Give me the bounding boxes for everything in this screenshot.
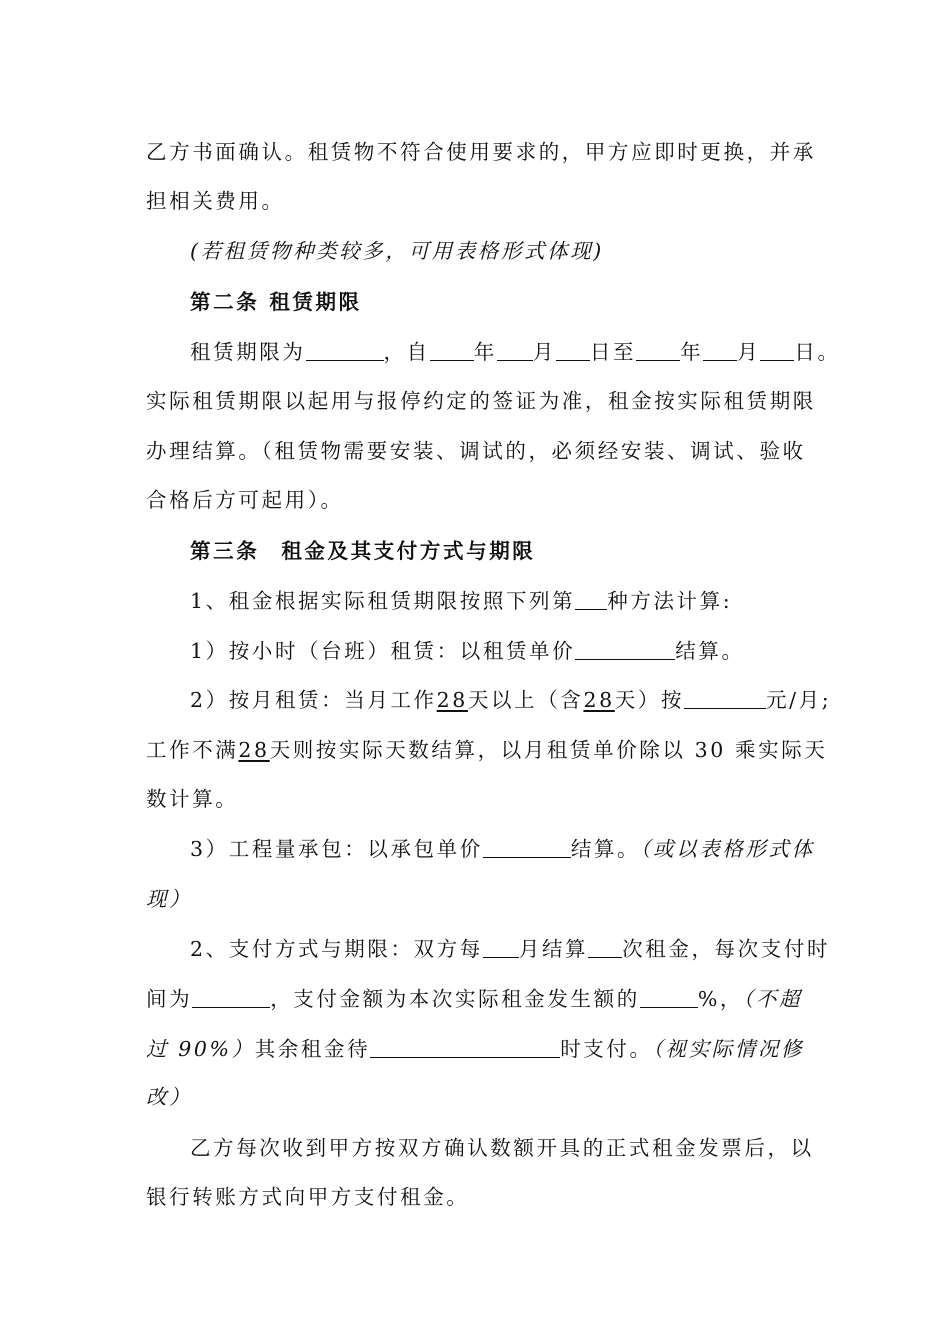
text-from: ，自	[383, 340, 430, 364]
text-line-20: 改）	[146, 1085, 193, 1109]
rent-method-label: 1、租金根据实际租赁期限按照下列第	[190, 589, 576, 613]
text-above-incl: 天以上（含	[467, 688, 584, 712]
start-year-blank[interactable]	[430, 342, 474, 361]
rent-method-line	[190, 587, 732, 615]
text-line-14: 数计算。	[146, 787, 239, 811]
text-line-6: 实际租赁期限以起用与报停约定的签证为准，租金按实际租赁期限	[146, 389, 816, 413]
days-threshold-2: 28	[583, 688, 615, 712]
times-blank[interactable]	[588, 939, 622, 958]
text-line-22: 银行转账方式向甲方支付租金。	[146, 1185, 470, 1209]
text-less-than: 工作不满	[146, 738, 239, 762]
monthly-price-blank[interactable]	[684, 690, 766, 709]
monthly-rent-line	[190, 686, 831, 714]
text-remaining-rent: 其余租金待	[254, 1037, 371, 1061]
note-table-form-2: （或以表格形式体	[640, 837, 815, 861]
start-month-blank[interactable]	[497, 342, 533, 361]
end-month-blank[interactable]	[703, 342, 737, 361]
text-year: 年	[680, 340, 704, 364]
note-90-percent: 过 90%）	[146, 1037, 255, 1061]
payment-method-line	[190, 935, 830, 963]
text-day: 日。	[794, 340, 841, 364]
lease-term-blank[interactable]	[306, 342, 384, 361]
note-modify: （视实际情况修	[652, 1037, 805, 1061]
days-threshold-3: 28	[238, 738, 270, 762]
text-line-8: 合格后方可起用）。	[146, 488, 344, 512]
end-year-blank[interactable]	[636, 342, 680, 361]
text-line-1: 乙方书面确认。租赁物不符合使用要求的，甲方应即时更换，并承	[146, 140, 816, 164]
rent-method-suffix: 种方法计算:	[607, 589, 733, 613]
text-line-21: 乙方每次收到甲方按双方确认数额开具的正式租金发票后，以	[190, 1136, 814, 1160]
text-interval: 间为	[146, 987, 193, 1011]
text-percent: %，	[697, 987, 743, 1011]
text-daily-calc: 天则按实际天数结算，以月租赁单价除以 30 乘实际天	[269, 738, 828, 762]
article-3-title: 租金及其支付方式与期限	[281, 539, 536, 563]
text-days-by: 天）按	[614, 688, 685, 712]
monthly-rent-line-2	[146, 736, 827, 764]
article-3-heading	[190, 537, 535, 565]
text-yuan-per-month: 元/月;	[766, 688, 832, 712]
end-day-blank[interactable]	[760, 342, 794, 361]
article-3-number: 第三条	[190, 539, 260, 563]
text-time-pay: 时支付。	[560, 1037, 653, 1061]
quantity-contract-label: 3）工程量承包：以承包单价	[190, 837, 483, 861]
note-not-exceed: （不超	[743, 987, 803, 1011]
remaining-rent-line	[146, 1035, 804, 1063]
text-payment-amount: ，支付金额为本次实际租金发生额的	[270, 987, 640, 1011]
article-2-title: 租赁期限	[269, 290, 362, 314]
text-month-settle: 月结算	[518, 937, 589, 961]
text-month: 月	[737, 340, 761, 364]
text-line-16: 现）	[146, 887, 193, 911]
payment-method-label: 2、支付方式与期限：双方每	[190, 937, 483, 961]
payment-percent-blank[interactable]	[640, 989, 698, 1008]
days-threshold-1: 28	[436, 688, 468, 712]
monthly-rent-label: 2）按月租赁：当月工作	[190, 688, 437, 712]
text-rent-payment-time: 次租金，每次支付时	[622, 937, 831, 961]
hourly-unit-price-blank[interactable]	[575, 641, 675, 660]
note-table-form: (若租赁物种类较多，可用表格形式体现)	[190, 239, 604, 263]
article-2-number: 第二条	[190, 290, 260, 314]
start-day-blank[interactable]	[556, 342, 590, 361]
hourly-rent-suffix: 结算。	[675, 639, 745, 663]
contract-unit-price-blank[interactable]	[483, 839, 571, 858]
remaining-rent-blank[interactable]	[370, 1039, 560, 1058]
text-day-to: 日至	[589, 340, 637, 364]
hourly-rent-label: 1）按小时（台班）租赁：以租赁单价	[190, 639, 576, 663]
text-line-7: 办理结算。（租赁物需要安装、调试的，必须经安装、调试、验收	[146, 439, 806, 463]
method-number-blank[interactable]	[575, 591, 607, 610]
payment-amount-line	[146, 985, 802, 1013]
months-blank[interactable]	[483, 939, 519, 958]
text-year: 年	[473, 340, 497, 364]
lease-term-label: 租赁期限为	[190, 340, 306, 364]
text-settle: 结算。	[570, 837, 641, 861]
article-2-heading	[190, 288, 362, 316]
quantity-contract-line	[190, 835, 815, 863]
text-month: 月	[532, 340, 556, 364]
text-line-2: 担相关费用。	[146, 189, 285, 213]
payment-time-blank[interactable]	[192, 989, 270, 1008]
lease-term-line	[190, 338, 841, 366]
hourly-rent-line	[190, 637, 745, 665]
